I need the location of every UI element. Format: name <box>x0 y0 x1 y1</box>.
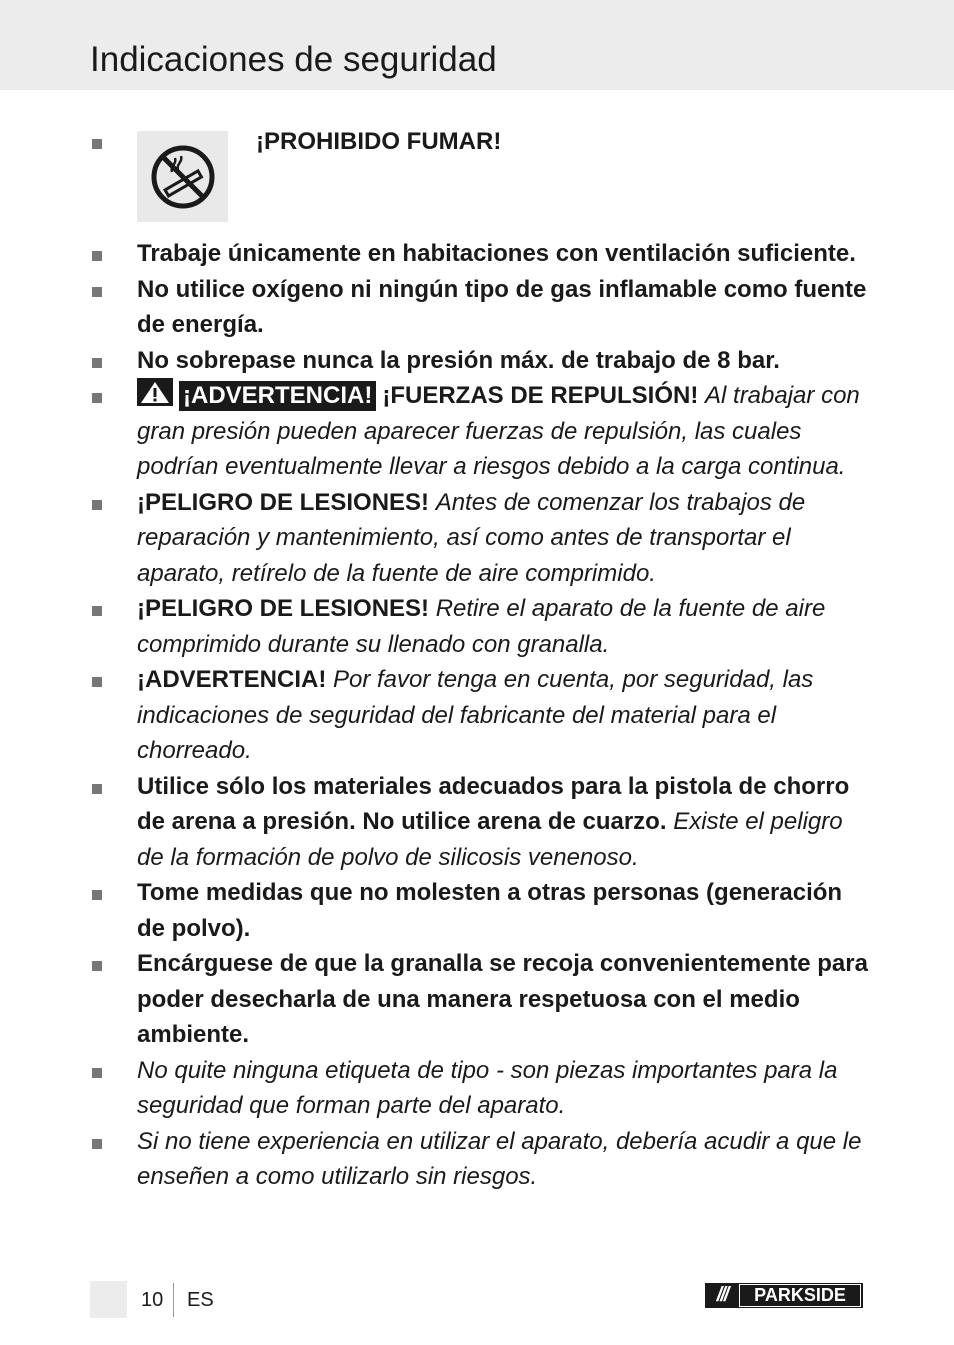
bullet <box>92 139 102 149</box>
language-code: ES <box>187 1289 214 1311</box>
item-text-italic: Por favor tenga en cuenta, por seguridad, las indicaciones de seguridad del fabricante del material para el chorreado. <box>137 666 814 764</box>
bullet <box>92 1068 102 1078</box>
list-item <box>90 272 870 343</box>
safety-list <box>90 124 870 1195</box>
list-item <box>90 1124 870 1195</box>
item-text-italic: Antes de comenzar los trabajos de reparación y mantenimiento, así como antes de transportar el aparato, retírelo de la fuente de aire comprimido. <box>137 488 806 587</box>
item-text-bold: Trabaje únicamente en habitaciones con ventilación suficiente. <box>137 240 856 267</box>
list-item <box>90 378 870 485</box>
warning-badge: ¡ADVERTENCIA! <box>179 381 376 411</box>
item-text-bold: ¡PELIGRO DE LESIONES! <box>137 488 430 516</box>
list-item <box>90 485 870 592</box>
list-item <box>90 769 870 876</box>
no-smoking-icon <box>150 144 216 210</box>
bullet <box>92 358 102 368</box>
item-text-italic: No quite ninguna etiqueta de tipo - son piezas importantes para la seguridad que forman parte del aparato. <box>137 1056 838 1119</box>
list-item <box>90 591 870 662</box>
bullet <box>92 890 102 900</box>
list-item <box>90 236 870 272</box>
list-item <box>90 662 870 769</box>
item-text-bold: Encárguese de que la granalla se recoja convenientemente para poder desecharla de una manera respetuosa con el medio ambiente. <box>137 950 868 1048</box>
bullet <box>92 1139 102 1149</box>
item-text-bold: Utilice sólo los materiales adecuados para la pistola de chorro de arena a presión. No utilice arena de cuarzo. <box>137 772 850 835</box>
list-item <box>90 946 870 1053</box>
bullet <box>92 606 102 616</box>
bullet <box>92 251 102 261</box>
list-item <box>90 343 870 379</box>
bullet <box>92 500 102 510</box>
bullet <box>92 784 102 794</box>
item-text-italic: Al trabajar con gran presión pueden aparecer fuerzas de repulsión, las cuales podrían eventualmente llevar a riesgos debido a la carga continua. <box>137 382 860 480</box>
bullet <box>92 677 102 687</box>
footer-divider <box>173 1283 174 1317</box>
item-text-bold: Tome medidas que no molesten a otras personas (generación de polvo). <box>137 879 843 942</box>
item-text-italic: Existe el peligro de la formación de polvo de silicosis venenoso. <box>137 808 843 871</box>
bullet <box>92 287 102 297</box>
item-text-italic: Retire el aparato de la fuente de aire comprimido durante su llenado con granalla. <box>137 595 826 658</box>
page-number: 10 <box>141 1289 164 1311</box>
list-item <box>90 875 870 946</box>
item-text-bold: No sobrepase nunca la presión máx. de trabajo de 8 bar. <box>137 346 780 374</box>
page-header <box>0 0 954 90</box>
no-smoking-icon-box <box>137 131 228 222</box>
logo-text: PARKSIDE <box>739 1284 861 1307</box>
page-title: Indicaciones de seguridad <box>90 40 497 79</box>
item-text-bold: No utilice oxígeno ni ningún tipo de gas inflamable como fuente de energía. <box>137 275 867 338</box>
logo-slashes: /// <box>716 1284 728 1306</box>
bullet <box>92 961 102 971</box>
list-item <box>90 1053 870 1124</box>
item-text-bold: ¡PELIGRO DE LESIONES! <box>137 595 430 622</box>
bullet <box>92 393 102 403</box>
item-text-bold: ¡FUERZAS DE REPULSIÓN! <box>382 382 699 409</box>
item-text-bold: ¡ADVERTENCIA! <box>137 666 327 693</box>
item-text-italic: Si no tiene experiencia en utilizar el aparato, debería acudir a que le enseñen a como utilizarlo sin riesgos. <box>137 1127 862 1190</box>
footer-marker <box>90 1281 127 1318</box>
warning-triangle-icon <box>137 378 173 406</box>
parkside-logo <box>705 1283 863 1308</box>
list-item <box>90 124 870 227</box>
no-smoking-label: ¡PROHIBIDO FUMAR! <box>256 128 502 155</box>
